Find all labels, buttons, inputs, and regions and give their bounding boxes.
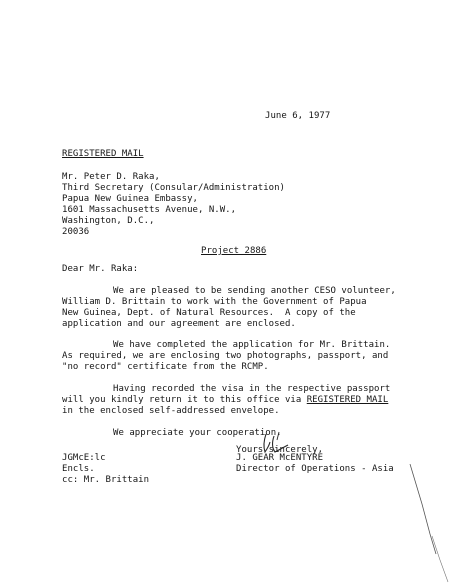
body-paragraph-4: We appreciate your cooperation.: [113, 428, 282, 438]
cc-note: cc: Mr. Brittain: [62, 475, 150, 485]
enclosures-note: Encls.: [62, 464, 95, 474]
scan-edge-mark: [408, 464, 454, 584]
typist-initials: JGMcE:lc: [62, 453, 106, 463]
signer-title: Director of Operations - Asia: [236, 464, 394, 474]
handwritten-signature: [258, 428, 298, 456]
paragraph-line: William D. Brittain to work with the Government of Papua: [62, 297, 367, 307]
paragraph-line: in the enclosed self-addressed envelope.: [62, 406, 280, 416]
recipient-zip: 20036: [62, 227, 90, 237]
registered-mail-emphasis: REGISTERED MAIL: [306, 395, 389, 405]
signer-name: J. GEAR McENTYRE: [236, 453, 324, 463]
mail-type-heading: REGISTERED MAIL: [62, 149, 144, 159]
project-reference: Project 2886: [201, 246, 267, 256]
paragraph-line: Having recorded the visa in the respective passport: [113, 384, 391, 394]
paragraph-text: will you kindly return it to this office via: [62, 395, 307, 405]
recipient-name: Mr. Peter D. Raka,: [62, 172, 160, 182]
salutation: Dear Mr. Raka:: [62, 264, 139, 274]
recipient-city: Washington, D.C.,: [62, 216, 155, 226]
paragraph-line: "no record" certificate from the RCMP.: [62, 362, 269, 372]
recipient-org: Papua New Guinea Embassy,: [62, 194, 198, 204]
paragraph-line: We have completed the application for Mr. Brittain.: [113, 340, 391, 350]
letter-date: June 6, 1977: [265, 111, 331, 121]
paragraph-line: application and our agreement are enclosed.: [62, 319, 296, 329]
recipient-title: Third Secretary (Consular/Administration): [62, 183, 285, 193]
paragraph-line: New Guinea, Dept. of Natural Resources. A copy of the: [62, 308, 356, 318]
paragraph-line: As required, we are enclosing two photographs, passport, and: [62, 351, 389, 361]
paragraph-line: [62, 395, 388, 406]
paragraph-line: We are pleased to be sending another CESO volunteer,: [113, 286, 396, 296]
closing: Yours sincerely,: [236, 445, 324, 455]
recipient-street: 1601 Massachusetts Avenue, N.W.,: [62, 205, 237, 215]
